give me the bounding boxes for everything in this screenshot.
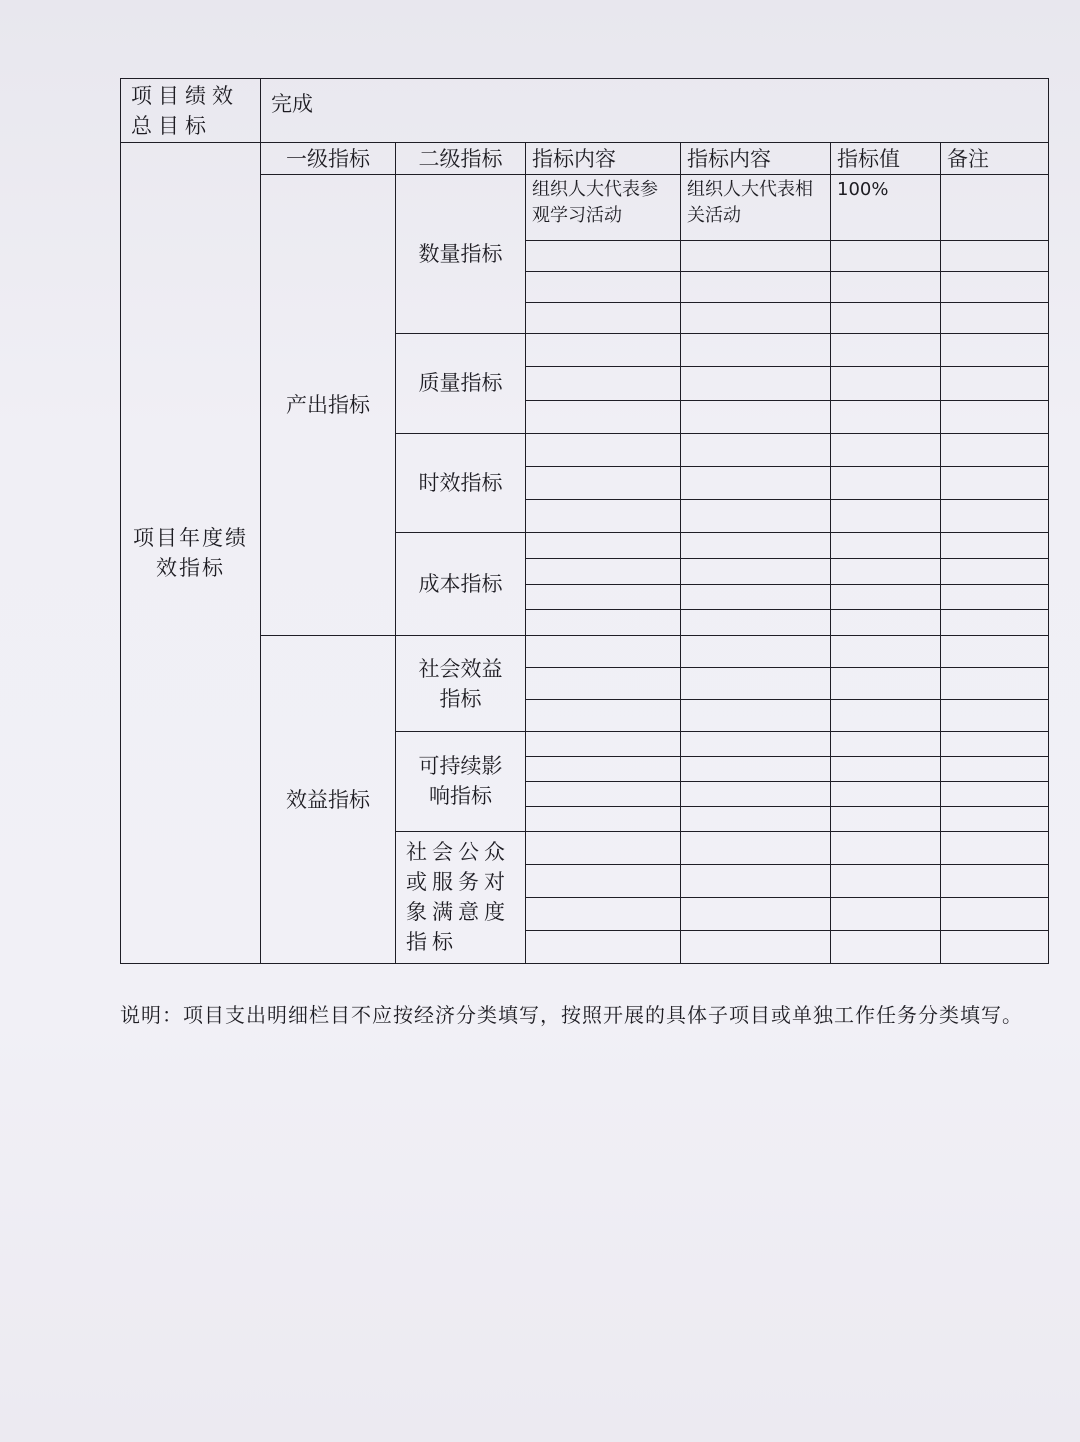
quality-indicator-label: 质量指标 (396, 334, 526, 433)
header-content2: 指标内容 (681, 143, 831, 175)
quantity-content1: 组织人大代表参观学习活动 (526, 175, 681, 241)
quantity-value: 100% (831, 175, 941, 241)
sustainable-indicator-label: 可持续影响指标 (396, 732, 526, 831)
header-remark: 备注 (941, 143, 1049, 175)
quantity-indicator-label: 数量指标 (396, 175, 526, 334)
performance-table (120, 78, 1049, 964)
cost-indicator-label: 成本指标 (396, 532, 526, 635)
header-level1: 一级指标 (261, 143, 396, 175)
timeliness-indicator-label: 时效指标 (396, 433, 526, 532)
benefit-indicator-label: 效益指标 (261, 636, 396, 964)
header-row (121, 143, 1049, 175)
header-content1: 指标内容 (526, 143, 681, 175)
satisfaction-indicator-label: 社会公众或服务对象满意度指标 (396, 831, 526, 963)
output-indicator-label: 产出指标 (261, 175, 396, 636)
header-level2: 二级指标 (396, 143, 526, 175)
table-row (121, 175, 1049, 241)
social-benefit-indicator-label: 社会效益指标 (396, 636, 526, 732)
header-value: 指标值 (831, 143, 941, 175)
table-row (121, 636, 1049, 668)
goal-row (121, 79, 1049, 143)
annual-indicator-label: 项目年度绩效指标 (121, 143, 261, 964)
table-cell (941, 175, 1049, 241)
goal-label: 项目绩效总目标 (121, 79, 261, 143)
quantity-content2: 组织人大代表相关活动 (681, 175, 831, 241)
goal-value: 完成 (261, 79, 1049, 143)
footnote: 说明：项目支出明细栏目不应按经济分类填写，按照开展的具体子项目或单独工作任务分类填写。 (120, 1003, 1023, 1027)
